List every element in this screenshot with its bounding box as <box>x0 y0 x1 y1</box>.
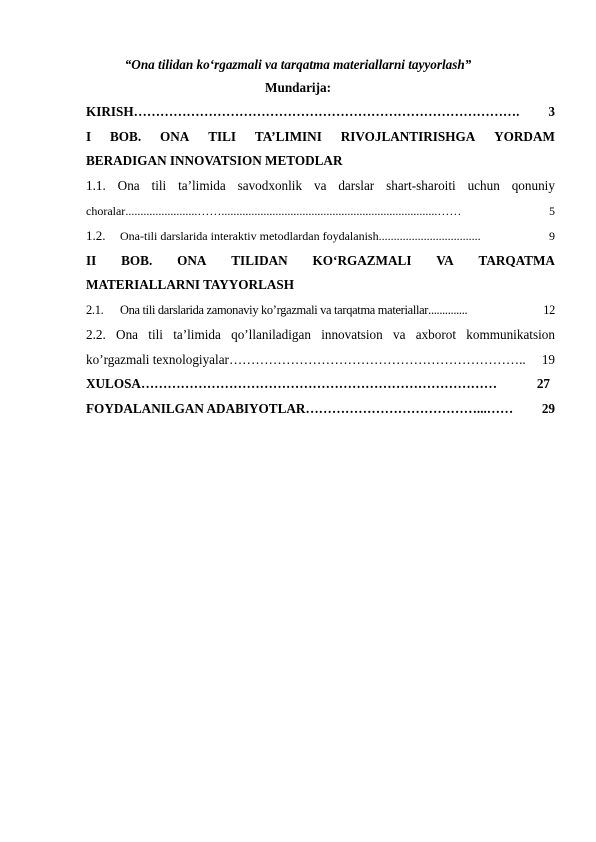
toc-word: tili <box>148 327 163 342</box>
toc-page-number: 3 <box>548 104 555 119</box>
toc-word: kommunikatsion <box>466 327 555 342</box>
toc-word: 2.2. <box>86 327 106 342</box>
toc-word: YORDAM <box>494 129 555 144</box>
toc-word: Ona <box>116 327 139 342</box>
toc-leader-dots: ……………………………………………………………………… <box>140 376 498 391</box>
toc-word: shart-sharoiti <box>386 178 456 193</box>
toc-word: axborot <box>415 327 457 342</box>
toc-entry-label: Ona-tili darslarida interaktiv metodlardan foydalanish <box>120 229 379 243</box>
toc-leader-dots: ……………………………………………………………………………. <box>133 104 520 119</box>
toc-entry-bob1 <box>86 129 555 145</box>
toc-page-number: 9 <box>549 229 555 243</box>
toc-word: II <box>86 253 97 268</box>
toc-word: 1.1. <box>86 178 106 193</box>
toc-word: ONA <box>160 129 190 144</box>
toc-page-number: 29 <box>541 401 555 416</box>
toc-word: darslar <box>338 178 375 193</box>
toc-entry-number: 2.1. <box>86 303 104 317</box>
toc-page-number: 27 <box>536 376 550 391</box>
toc-word: TILIDAN <box>231 253 288 268</box>
toc-entry-1-1 <box>86 178 555 194</box>
toc-leader-dots: …………………………………...…… <box>305 401 514 416</box>
toc-entry-xulosa <box>86 376 550 392</box>
toc-page-number: 19 <box>541 352 555 367</box>
document-title: “Ona tilidan ko‘rgazmali va tarqatma materiallarni tayyorlash” <box>124 57 472 72</box>
toc-word: BOB. <box>121 253 153 268</box>
toc-word: va <box>313 178 327 193</box>
toc-page-number: 5 <box>549 204 555 218</box>
toc-word: ta’limida <box>173 327 221 342</box>
toc-entry-label: KIRISH <box>86 104 134 119</box>
toc-entry-2-1 <box>86 302 555 318</box>
toc-word: TARQATMA <box>478 253 555 268</box>
toc-entry-bob1-cont: BERADIGAN INNOVATSION METODLAR <box>86 153 343 168</box>
toc-entry-2-2 <box>86 327 555 343</box>
toc-entry-label: choralar <box>86 204 126 218</box>
toc-word: RIVOJLANTIRISHGA <box>340 129 476 144</box>
toc-entry-kirish <box>86 104 555 120</box>
toc-word: qonuniy <box>511 178 555 193</box>
toc-entry-label: XULOSA <box>86 376 141 391</box>
toc-word: I <box>86 129 92 144</box>
toc-entry-number: 1.2. <box>86 228 106 243</box>
toc-word: Ona <box>117 178 140 193</box>
toc-leader-dots: .............. <box>428 303 468 317</box>
toc-entry-1-2 <box>86 228 555 244</box>
toc-entry-label: FOYDALANILGAN ADABIYOTLAR <box>86 401 306 416</box>
toc-page-number: 12 <box>543 303 555 317</box>
toc-entry-label: Ona tili darslarida zamonaviy ko’rgazmali va tarqatma materiallar <box>120 303 429 317</box>
toc-entry-bob2-cont: MATERIALLARNI TAYYORLASH <box>86 277 294 292</box>
toc-entry-label: ko’rgazmali texnologiyalar <box>86 352 229 367</box>
toc-leader-dots: ........................……........................................................................…… <box>125 204 462 218</box>
toc-word: innovatsion <box>321 327 383 342</box>
toc-word: TA’LIMINI <box>254 129 322 144</box>
toc-entry-1-1-cont <box>86 203 555 219</box>
toc-word: VA <box>436 253 454 268</box>
toc-entry-2-2-cont <box>86 352 555 368</box>
toc-word: uchun <box>467 178 500 193</box>
toc-word: savodxonlik <box>237 178 303 193</box>
toc-leader-dots: ………………………………………………………….. <box>228 352 526 367</box>
toc-word: va <box>393 327 406 342</box>
toc-heading: Mundarija: <box>265 80 331 95</box>
toc-word: TILI <box>208 129 237 144</box>
toc-leader-dots: .................................. <box>378 229 481 243</box>
toc-word: tili <box>151 178 167 193</box>
toc-entry-bob2 <box>86 253 555 269</box>
toc-entry-adabiyotlar <box>86 401 555 417</box>
toc-word: ONA <box>177 253 207 268</box>
toc-word: qo’llaniladigan <box>231 327 311 342</box>
toc-word: ta’limida <box>178 178 226 193</box>
toc-word: KO‘RGAZMALI <box>312 253 412 268</box>
toc-word: BOB. <box>110 129 142 144</box>
